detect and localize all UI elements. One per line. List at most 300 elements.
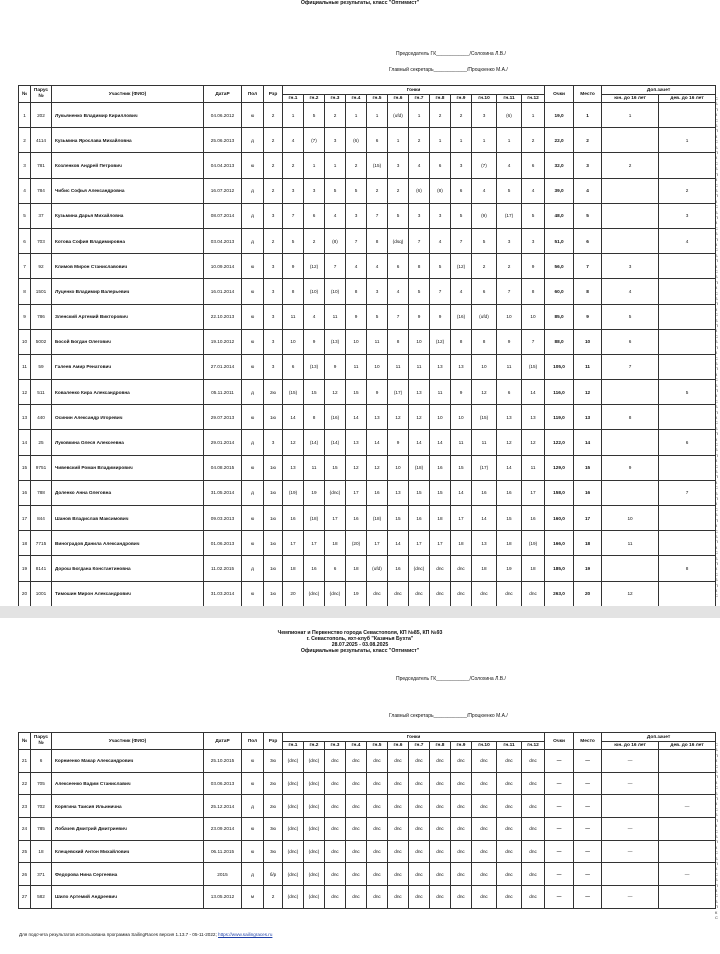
participant-name: Кузьмина Дарья Михайловна: [52, 203, 204, 228]
race-11-result: dnc: [497, 863, 522, 886]
row-number: 5: [19, 203, 31, 228]
race-9-result: 9: [451, 380, 472, 405]
sex: ю: [242, 581, 264, 606]
race-10-result: 6: [472, 279, 497, 304]
race-6-result: 9: [388, 430, 409, 455]
sail-number: 7715: [31, 531, 52, 556]
race-12-result: 1: [522, 103, 545, 128]
race-2-result: 8: [304, 405, 325, 430]
race-9-result: 4: [451, 279, 472, 304]
race-4-result: 5: [346, 178, 367, 203]
race-9-result: dnc: [451, 886, 472, 909]
race-10-result: dnc: [472, 818, 497, 841]
race-12-result: dnc: [522, 772, 545, 795]
race-10-result: (15): [472, 405, 497, 430]
row-number: 6: [19, 228, 31, 253]
extra-boys-place: [602, 128, 659, 153]
rank: 2ю: [264, 380, 283, 405]
race-12-result: (19): [522, 531, 545, 556]
sex: ю: [242, 153, 264, 178]
col-extra: Доп.зачет: [602, 86, 716, 95]
race-5-result: 8: [367, 228, 388, 253]
row-number: 1: [19, 103, 31, 128]
race-11-result: dnc: [497, 886, 522, 909]
total-points: 88,0: [545, 329, 574, 354]
extra-boys-place: —: [602, 750, 659, 773]
col-rank: Рзр: [264, 733, 283, 750]
sail-number: 785: [31, 818, 52, 841]
race-4-result: 18: [346, 556, 367, 581]
sail-number: 6: [31, 750, 52, 773]
participant-name: Лукьяненко Владимир Кириллович: [52, 103, 204, 128]
total-points: 51,0: [545, 228, 574, 253]
race-4-result: 19: [346, 581, 367, 606]
cut-glyph: Б: [715, 577, 718, 583]
cut-glyph: К: [715, 177, 718, 183]
total-points: 129,0: [545, 455, 574, 480]
race-5-result: (ufd): [367, 556, 388, 581]
rank: 2ю: [264, 795, 283, 818]
cut-glyph: Б: [715, 447, 718, 453]
cut-glyph: С: [715, 355, 718, 361]
race-12-result: 6: [522, 153, 545, 178]
race-2-result: (dnc): [304, 863, 325, 886]
sail-number: 784: [31, 178, 52, 203]
cut-glyph: П: [715, 539, 718, 545]
race-3-result: dnc: [325, 772, 346, 795]
race-2-result: (12): [304, 254, 325, 279]
race-11-result: 6: [497, 380, 522, 405]
race-9-result: dnc: [451, 863, 472, 886]
row-number: 19: [19, 556, 31, 581]
race-3-result: 12: [325, 380, 346, 405]
row-number: 26: [19, 863, 31, 886]
sex: д: [242, 380, 264, 405]
place: 3: [574, 153, 602, 178]
race-5-result: dnc: [367, 818, 388, 841]
cut-glyph: Б: [715, 231, 718, 237]
race-6-result: (ufd): [388, 103, 409, 128]
cut-glyph: С: [715, 806, 718, 812]
birth-date: 04.04.2013: [204, 153, 242, 178]
cut-glyph: Б: [715, 209, 718, 215]
sex: д: [242, 203, 264, 228]
cut-glyph: К: [715, 523, 718, 529]
col-extra-boys: юн. до 16 лет: [602, 95, 659, 103]
cut-glyph: С: [715, 763, 718, 769]
col-points: Очки: [545, 733, 574, 750]
race-11-result: 15: [497, 506, 522, 531]
col-place: Место: [574, 733, 602, 750]
birth-date: 27.01.2014: [204, 354, 242, 379]
race-8-result: 5: [430, 254, 451, 279]
cut-glyph: К: [715, 112, 718, 118]
race-2-result: 11: [304, 455, 325, 480]
sail-number: 371: [31, 863, 52, 886]
race-9-result: dnc: [451, 581, 472, 606]
col-race-2: гн.2: [304, 95, 325, 103]
race-5-result: 17: [367, 531, 388, 556]
birth-date: 05.11.2011: [204, 380, 242, 405]
race-6-result: dnc: [388, 795, 409, 818]
race-12-result: 3: [522, 228, 545, 253]
cut-glyph: С: [715, 160, 718, 166]
cut-glyph: Б: [715, 533, 718, 539]
extra-girls-place: 4: [659, 228, 716, 253]
sex: ю: [242, 354, 264, 379]
race-1-result: 13: [283, 455, 304, 480]
col-extra-girls: дев. до 16 лет: [659, 742, 716, 750]
place: 18: [574, 531, 602, 556]
footer-link[interactable]: https://www.sailingraces.ru: [218, 932, 273, 937]
birth-date: 03.06.2013: [204, 772, 242, 795]
participant-name: Алексеенко Вадим Станиславич: [52, 772, 204, 795]
cut-glyph: К: [715, 285, 718, 291]
col-race-6: гн.6: [388, 742, 409, 750]
cut-glyph: С: [715, 225, 718, 231]
place: —: [574, 795, 602, 818]
race-8-result: dnc: [430, 750, 451, 773]
page1-chair-signature: Председатель ГК____________/Солохина Л.В./: [396, 51, 506, 57]
race-12-result: 17: [522, 480, 545, 505]
extra-girls-place: —: [659, 795, 716, 818]
table-row: [19, 556, 716, 581]
sex: ю: [242, 772, 264, 795]
cut-glyph: С: [715, 850, 718, 856]
sail-number: 5002: [31, 329, 52, 354]
birth-date: 31.05.2014: [204, 480, 242, 505]
race-4-result: (20): [346, 531, 367, 556]
page1-secretary-signature: Главный секретарь____________/Процюенко М.А./: [389, 67, 508, 73]
race-10-result: dnc: [472, 840, 497, 863]
sex: д: [242, 863, 264, 886]
cut-glyph: С: [715, 742, 718, 747]
cut-glyph: Б: [715, 812, 718, 818]
cut-glyph: П: [715, 517, 718, 523]
place: 11: [574, 354, 602, 379]
sex: ю: [242, 329, 264, 354]
sex: ю: [242, 750, 264, 773]
cut-glyph: П: [715, 452, 718, 458]
race-1-result: (15): [283, 380, 304, 405]
extra-girls-place: [659, 405, 716, 430]
place: 1: [574, 103, 602, 128]
race-9-result: 2: [451, 103, 472, 128]
race-10-result: 3: [472, 103, 497, 128]
participant-name: Осинин Александр Игоревич: [52, 405, 204, 430]
race-4-result: 7: [346, 228, 367, 253]
race-7-result: 2: [409, 128, 430, 153]
sail-number: 18: [31, 840, 52, 863]
race-5-result: dnc: [367, 795, 388, 818]
sex: ю: [242, 506, 264, 531]
cut-glyph: К: [715, 801, 718, 807]
col-race-7: гн.7: [409, 95, 430, 103]
col-race-10: гн.10: [472, 742, 497, 750]
race-4-result: dnc: [346, 840, 367, 863]
cut-glyph: К: [715, 393, 718, 399]
race-1-result: (dnc): [283, 772, 304, 795]
row-number: 3: [19, 153, 31, 178]
col-sail: Парус №: [31, 86, 52, 103]
birth-date: 08.07.2014: [204, 203, 242, 228]
sex: ю: [242, 455, 264, 480]
cut-glyph: К: [715, 866, 718, 872]
race-10-result: 13: [472, 531, 497, 556]
extra-boys-place: [602, 556, 659, 581]
sex: ю: [242, 254, 264, 279]
rank: 1ю: [264, 506, 283, 531]
col-race-5: гн.5: [367, 742, 388, 750]
participant-name: Галеев Амир Ренатович: [52, 354, 204, 379]
birth-date: 09.03.2013: [204, 506, 242, 531]
page1-cut-edge: [715, 96, 720, 602]
race-9-result: 14: [451, 480, 472, 505]
footer-text: Для подсчета результатов использована программа SailingRaces версия 1.13.7 - 05-11-2022;: [19, 932, 217, 937]
extra-girls-place: [659, 354, 716, 379]
race-9-result: 7: [451, 228, 472, 253]
race-4-result: dnc: [346, 750, 367, 773]
race-6-result: dnc: [388, 840, 409, 863]
total-points: 19,0: [545, 103, 574, 128]
table-row: [19, 228, 716, 253]
race-8-result: 1: [430, 128, 451, 153]
total-points: 48,0: [545, 203, 574, 228]
col-race-4: гн.4: [346, 742, 367, 750]
race-1-result: 2: [283, 153, 304, 178]
race-3-result: (10): [325, 279, 346, 304]
race-5-result: dnc: [367, 772, 388, 795]
race-5-result: (18): [367, 506, 388, 531]
race-3-result: 17: [325, 506, 346, 531]
total-points: —: [545, 886, 574, 909]
race-6-result: 8: [388, 329, 409, 354]
cut-glyph: К: [715, 414, 718, 420]
race-2-result: 3: [304, 178, 325, 203]
race-3-result: 5: [325, 178, 346, 203]
participant-name: Кузьмина Ярослава Михайловна: [52, 128, 204, 153]
race-5-result: 13: [367, 405, 388, 430]
race-3-result: (14): [325, 430, 346, 455]
race-2-result: 1: [304, 153, 325, 178]
birth-date: 23.09.2014: [204, 818, 242, 841]
cut-glyph: П: [715, 752, 718, 758]
extra-boys-place: [602, 480, 659, 505]
cut-glyph: С: [715, 915, 718, 920]
race-7-result: 17: [409, 531, 430, 556]
race-10-result: (9): [472, 203, 497, 228]
race-12-result: 14: [522, 380, 545, 405]
race-10-result: 8: [472, 329, 497, 354]
race-2-result: (dnc): [304, 795, 325, 818]
total-points: —: [545, 795, 574, 818]
rank: 3: [264, 279, 283, 304]
race-6-result: 12: [388, 405, 409, 430]
extra-girls-place: [659, 840, 716, 863]
race-1-result: 12: [283, 430, 304, 455]
extra-girls-place: [659, 772, 716, 795]
race-1-result: 1: [283, 103, 304, 128]
page2-venue: г. Севастополь, яхт-клуб "Казачья Бухта": [306, 636, 414, 642]
sail-number: 582: [31, 886, 52, 909]
race-10-result: 16: [472, 480, 497, 505]
race-10-result: 2: [472, 254, 497, 279]
cut-glyph: П: [715, 474, 718, 480]
race-7-result: dnc: [409, 886, 430, 909]
race-6-result: 5: [388, 203, 409, 228]
race-2-result: (dnc): [304, 581, 325, 606]
race-1-result: 17: [283, 531, 304, 556]
race-8-result: 10: [430, 405, 451, 430]
race-3-result: 11: [325, 304, 346, 329]
birth-date: 31.03.2014: [204, 581, 242, 606]
race-2-result: (dnc): [304, 772, 325, 795]
cut-glyph: К: [715, 458, 718, 464]
cut-glyph: С: [715, 333, 718, 339]
race-4-result: dnc: [346, 863, 367, 886]
race-9-result: 3: [451, 153, 472, 178]
row-number: 14: [19, 430, 31, 455]
participant-name: Босой Богдан Олегович: [52, 329, 204, 354]
extra-boys-place: 8: [602, 405, 659, 430]
sex: ю: [242, 405, 264, 430]
race-6-result: dnc: [388, 581, 409, 606]
race-11-result: 10: [497, 304, 522, 329]
birth-date: 2015: [204, 863, 242, 886]
race-4-result: 12: [346, 455, 367, 480]
race-7-result: dnc: [409, 840, 430, 863]
race-4-result: 17: [346, 480, 367, 505]
race-11-result: 4: [497, 153, 522, 178]
race-11-result: dnc: [497, 840, 522, 863]
race-4-result: 10: [346, 329, 367, 354]
total-points: —: [545, 863, 574, 886]
col-sex: Пол: [242, 86, 264, 103]
extra-boys-place: [602, 795, 659, 818]
extra-boys-place: [602, 203, 659, 228]
extra-boys-place: 11: [602, 531, 659, 556]
race-1-result: 10: [283, 329, 304, 354]
cut-glyph: К: [715, 587, 718, 593]
cut-glyph: С: [715, 117, 718, 123]
race-7-result: 8: [409, 254, 430, 279]
race-2-result: (7): [304, 128, 325, 153]
cut-glyph: С: [715, 247, 718, 253]
cut-glyph: П: [715, 582, 718, 588]
race-8-result: (8): [430, 178, 451, 203]
race-2-result: (dnc): [304, 818, 325, 841]
row-number: 24: [19, 818, 31, 841]
race-2-result: 17: [304, 531, 325, 556]
race-6-result: 11: [388, 354, 409, 379]
race-3-result: dnc: [325, 886, 346, 909]
place: —: [574, 863, 602, 886]
race-7-result: 5: [409, 279, 430, 304]
extra-girls-place: [659, 279, 716, 304]
race-9-result: dnc: [451, 795, 472, 818]
birth-date: 22.10.2013: [204, 304, 242, 329]
race-6-result: (dsq): [388, 228, 409, 253]
cut-glyph: Б: [715, 144, 718, 150]
table-row: [19, 772, 716, 795]
place: 5: [574, 203, 602, 228]
race-4-result: 4: [346, 254, 367, 279]
race-11-result: 11: [497, 354, 522, 379]
cut-glyph: К: [715, 887, 718, 893]
race-3-result: (16): [325, 405, 346, 430]
col-rank: Рзр: [264, 86, 283, 103]
birth-date: 10.09.2014: [204, 254, 242, 279]
birth-date: 13.05.2012: [204, 886, 242, 909]
race-9-result: dnc: [451, 750, 472, 773]
row-number: 25: [19, 840, 31, 863]
race-11-result: dnc: [497, 795, 522, 818]
race-2-result: 19: [304, 480, 325, 505]
race-11-result: 12: [497, 430, 522, 455]
race-8-result: 15: [430, 480, 451, 505]
participant-name: Тимошин Мирон Александрович: [52, 581, 204, 606]
race-5-result: 11: [367, 329, 388, 354]
race-4-result: 14: [346, 405, 367, 430]
extra-boys-place: 9: [602, 455, 659, 480]
race-5-result: 1: [367, 103, 388, 128]
extra-boys-place: 2: [602, 153, 659, 178]
race-1-result: 20: [283, 581, 304, 606]
race-4-result: 9: [346, 304, 367, 329]
participant-name: Лобачев Дмитрий Дмитриевич: [52, 818, 204, 841]
race-4-result: (6): [346, 128, 367, 153]
cut-glyph: К: [715, 501, 718, 507]
col-races: Гонки: [283, 86, 545, 95]
race-7-result: 9: [409, 304, 430, 329]
race-5-result: 2: [367, 178, 388, 203]
race-8-result: 4: [430, 228, 451, 253]
page2-title: Чемпионат и Первенство города Севастополя, КП №85, КП №93: [277, 630, 443, 636]
sail-number: 59: [31, 354, 52, 379]
birth-date: 19.10.2012: [204, 329, 242, 354]
race-6-result: dnc: [388, 863, 409, 886]
extra-boys-place: 1: [602, 103, 659, 128]
birth-date: 04.08.2015: [204, 455, 242, 480]
cut-glyph: П: [715, 904, 718, 910]
birth-date: 25.10.2015: [204, 750, 242, 773]
rank: 2: [264, 886, 283, 909]
place: —: [574, 886, 602, 909]
participant-name: Федорова Нина Сергеевна: [52, 863, 204, 886]
race-12-result: (15): [522, 354, 545, 379]
results-table-page1: [18, 85, 716, 607]
race-1-result: 4: [283, 128, 304, 153]
rank: 2: [264, 153, 283, 178]
cut-glyph: Б: [715, 317, 718, 323]
table-row: [19, 750, 716, 773]
race-3-result: dnc: [325, 795, 346, 818]
total-points: 32,0: [545, 153, 574, 178]
cut-glyph: Б: [715, 166, 718, 172]
cut-glyph: П: [715, 171, 718, 177]
sex: д: [242, 128, 264, 153]
participant-name: Луковкина Олеся Алексеевна: [52, 430, 204, 455]
extra-girls-place: 5: [659, 380, 716, 405]
col-race-3: гн.3: [325, 95, 346, 103]
race-2-result: (13): [304, 354, 325, 379]
cut-glyph: П: [715, 431, 718, 437]
row-number: 11: [19, 354, 31, 379]
table-row: [19, 354, 716, 379]
race-12-result: dnc: [522, 795, 545, 818]
participant-name: Зленский Артемий Викторович: [52, 304, 204, 329]
sail-number: 1001: [31, 581, 52, 606]
